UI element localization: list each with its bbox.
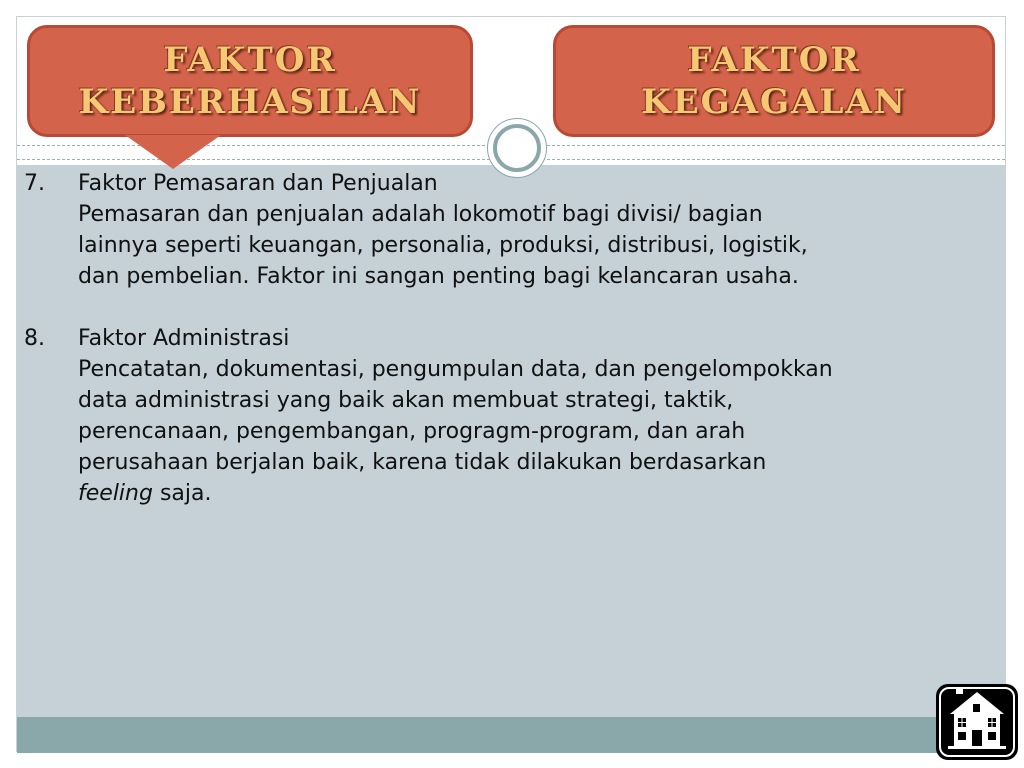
list-item: [24, 168, 833, 292]
item-line: Pemasaran dan penjualan adalah lokomotif bagi divisi/ bagian: [78, 202, 763, 227]
item-line-rest: saja.: [152, 481, 212, 506]
list-item: [24, 323, 833, 509]
home-button[interactable]: [934, 682, 1020, 762]
italic-word: feeling: [78, 481, 153, 506]
faktor-kegagalan-button[interactable]: [553, 25, 995, 137]
item-line: perusahaan berjalan baik, karena tidak dilakukan berdasarkan: [78, 450, 767, 475]
active-pointer: [125, 135, 221, 169]
item-line: perencanaan, pengembangan, progragm-program, dan arah: [78, 419, 746, 444]
btn-right-line1: FAKTOR: [687, 40, 861, 80]
body-text: [24, 168, 833, 540]
btn-left-line2: KEBERHASILAN: [78, 82, 422, 122]
faktor-keberhasilan-button[interactable]: [27, 25, 473, 137]
item-title: Faktor Pemasaran dan Penjualan: [78, 171, 438, 196]
circle-ornament-ring: [493, 124, 541, 172]
item-title: Faktor Administrasi: [78, 326, 290, 351]
item-number: 8.: [24, 326, 45, 351]
item-number: 7.: [24, 171, 45, 196]
chimney: [956, 688, 963, 694]
btn-left-line1: FAKTOR: [163, 40, 337, 80]
item-line: lainnya seperti keuangan, personalia, produksi, distribusi, logistik,: [78, 233, 808, 258]
item-line-last: [78, 478, 833, 509]
item-line: data administrasi yang baik akan membuat strategi, taktik,: [78, 388, 734, 413]
ground: [948, 746, 1006, 749]
footer-band: [17, 717, 1005, 753]
item-line: dan pembelian. Faktor ini sangan penting bagi kelancaran usaha.: [78, 264, 799, 289]
item-line: Pencatatan, dokumentasi, pengumpulan data, dan pengelompokkan: [78, 357, 833, 382]
btn-right-line2: KEGAGALAN: [641, 82, 907, 122]
